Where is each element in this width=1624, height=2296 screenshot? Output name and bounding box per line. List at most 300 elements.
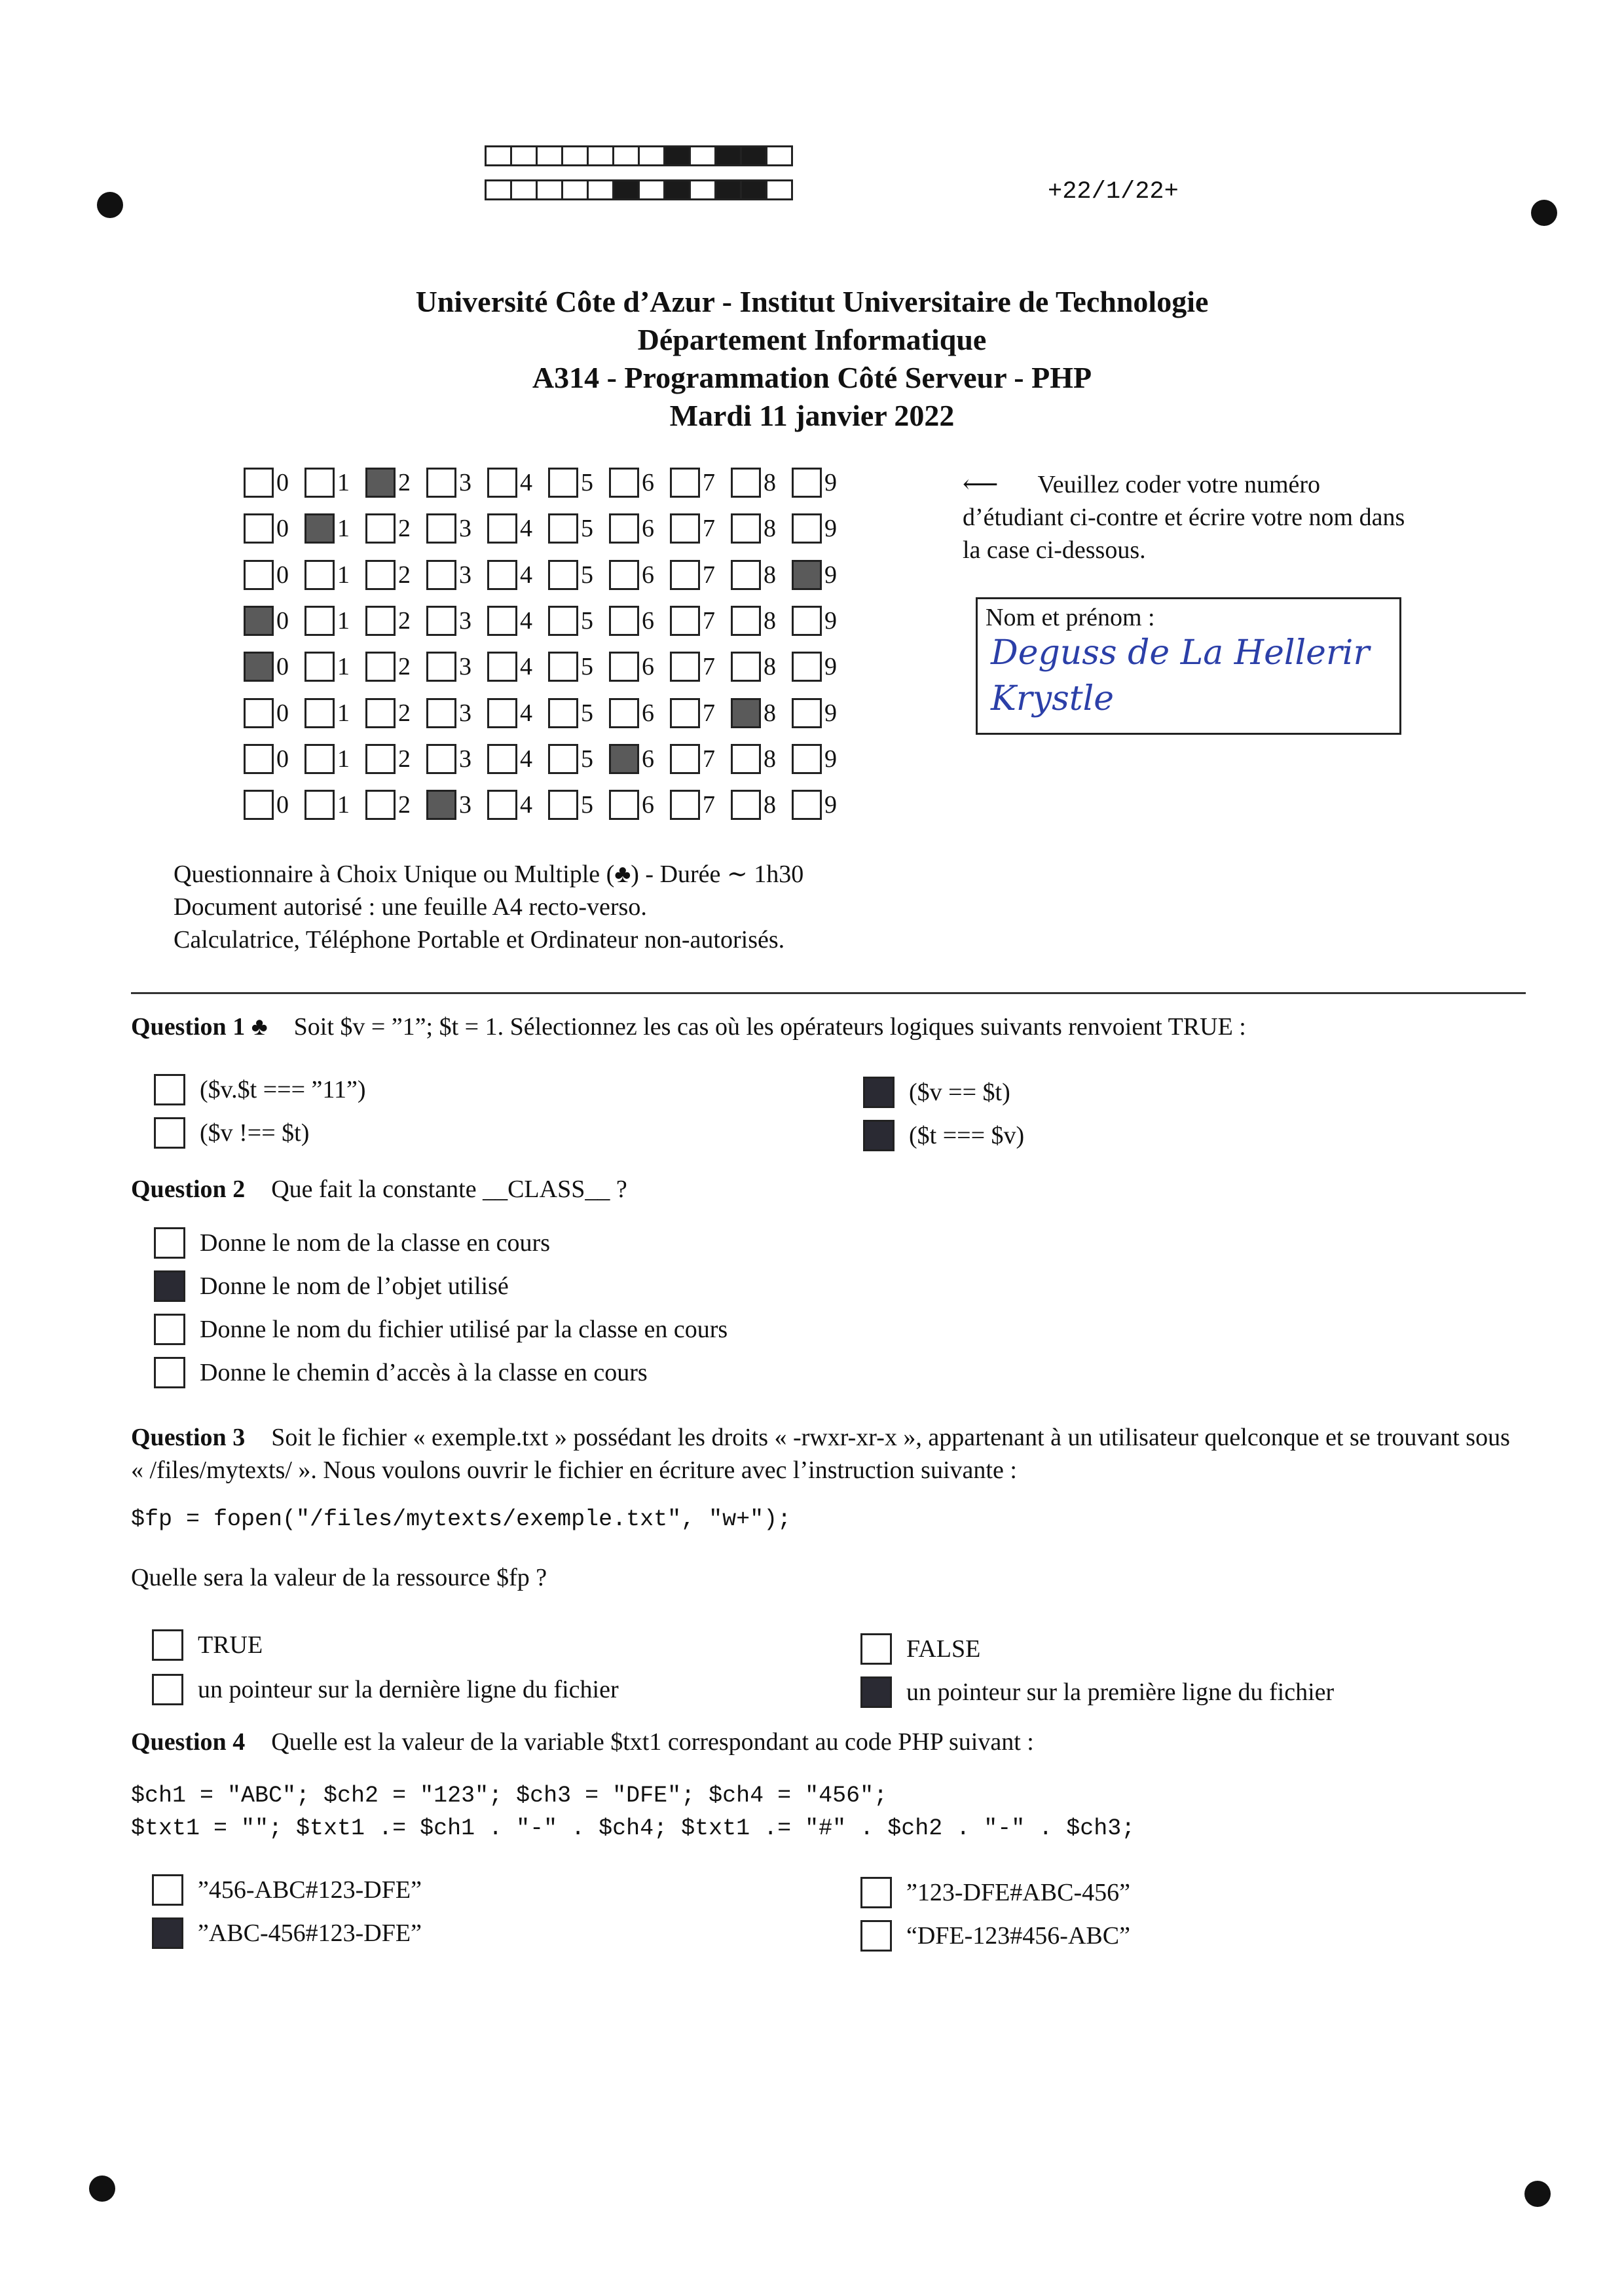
digit-checkbox[interactable]	[426, 606, 456, 636]
digit-option[interactable]	[609, 698, 670, 728]
digit-option[interactable]	[487, 606, 548, 636]
barcode-cell	[766, 179, 793, 200]
digit-option[interactable]	[426, 790, 487, 820]
digit-option[interactable]	[609, 513, 670, 544]
digit-option[interactable]	[487, 652, 548, 682]
exam-date: Mardi 11 janvier 2022	[669, 399, 955, 432]
digit-label: 3	[459, 653, 471, 681]
checkbox[interactable]	[154, 1357, 185, 1388]
option-label: Donne le chemin d’accès à la classe en cours	[200, 1359, 648, 1386]
digit-checkbox[interactable]	[304, 790, 335, 820]
student-number-row	[244, 555, 853, 595]
digit-checkbox[interactable]	[731, 744, 761, 774]
barcode-cell	[536, 145, 563, 166]
option[interactable]	[152, 1674, 619, 1705]
digit-label: 7	[703, 745, 715, 773]
digit-option[interactable]	[731, 606, 792, 636]
digit-checkbox[interactable]	[792, 606, 822, 636]
digit-option[interactable]	[731, 790, 792, 820]
digit-checkbox[interactable]	[731, 513, 761, 544]
digit-option[interactable]	[548, 652, 609, 682]
barcode-cell	[510, 145, 538, 166]
digit-checkbox[interactable]	[670, 560, 700, 590]
page-code: +22/1/22+	[1048, 178, 1179, 206]
digit-checkbox[interactable]	[304, 513, 335, 544]
digit-option[interactable]	[304, 606, 365, 636]
digit-checkbox[interactable]	[548, 652, 578, 682]
barcode-cell	[689, 179, 716, 200]
digit-option[interactable]	[487, 744, 548, 774]
digit-option[interactable]	[487, 790, 548, 820]
option-label: Donne le nom du fichier utilisé par la classe en cours	[200, 1316, 728, 1343]
digit-option[interactable]	[548, 744, 609, 774]
digit-label: 1	[337, 515, 350, 543]
digit-label: 9	[824, 653, 837, 681]
digit-checkbox[interactable]	[426, 560, 456, 590]
digit-option[interactable]	[792, 468, 853, 498]
digit-checkbox[interactable]	[792, 560, 822, 590]
digit-checkbox[interactable]	[792, 790, 822, 820]
digit-checkbox[interactable]	[792, 468, 822, 498]
digit-checkbox[interactable]	[487, 698, 517, 728]
digit-option[interactable]	[426, 560, 487, 590]
digit-checkbox[interactable]	[365, 606, 396, 636]
digit-label: 2	[398, 515, 411, 543]
barcode-cell	[740, 179, 767, 200]
digit-checkbox[interactable]	[365, 790, 396, 820]
code-line-2: $txt1 = ""; $txt1 .= $ch1 . "-" . $ch4; $txt1 .= "#" . $ch2 . "-" . $ch3;	[131, 1815, 1135, 1842]
digit-label: 9	[824, 791, 837, 819]
digit-checkbox[interactable]	[670, 790, 700, 820]
digit-checkbox[interactable]	[548, 698, 578, 728]
digit-label: 5	[581, 745, 593, 773]
barcode-cell	[561, 179, 589, 200]
option[interactable]	[154, 1117, 309, 1149]
digit-checkbox[interactable]	[487, 606, 517, 636]
digit-checkbox[interactable]	[670, 652, 700, 682]
option[interactable]	[863, 1077, 1010, 1108]
digit-label: 3	[459, 699, 471, 727]
digit-label: 4	[520, 653, 532, 681]
digit-checkbox[interactable]	[426, 790, 456, 820]
barcode-cell	[740, 145, 767, 166]
digit-checkbox[interactable]	[304, 698, 335, 728]
digit-checkbox[interactable]	[548, 790, 578, 820]
digit-checkbox[interactable]	[609, 513, 639, 544]
digit-checkbox[interactable]	[244, 652, 274, 682]
digit-checkbox[interactable]	[792, 744, 822, 774]
digit-option[interactable]	[548, 698, 609, 728]
digit-checkbox[interactable]	[609, 468, 639, 498]
digit-label: 3	[459, 606, 471, 635]
digit-label: 2	[398, 561, 411, 589]
digit-label: 8	[764, 469, 776, 496]
barcode-cell	[638, 179, 665, 200]
digit-option[interactable]	[304, 468, 365, 498]
digit-option[interactable]	[304, 513, 365, 544]
digit-option[interactable]	[609, 468, 670, 498]
question-1	[131, 1010, 1246, 1044]
option[interactable]	[152, 1917, 422, 1949]
digit-checkbox[interactable]	[548, 513, 578, 544]
barcode-cell	[714, 145, 742, 166]
checkbox[interactable]	[860, 1920, 892, 1952]
digit-option[interactable]	[548, 790, 609, 820]
digit-checkbox[interactable]	[731, 468, 761, 498]
digit-option[interactable]	[304, 790, 365, 820]
digit-option[interactable]	[244, 652, 304, 682]
question-text: Soit le fichier « exemple.txt » possédant les droits « -rwxr-xr-x », appartenant à un utilisateur quelconque et se trouvant sous « /files/mytexts/ ». Nous voulons ouvrir le fichier en écriture avec l’instruction suivante :	[131, 1424, 1510, 1484]
digit-checkbox[interactable]	[670, 744, 700, 774]
barcode-cell	[638, 145, 665, 166]
digit-option[interactable]	[244, 790, 304, 820]
digit-checkbox[interactable]	[244, 606, 274, 636]
option[interactable]	[154, 1074, 366, 1105]
digit-label: 3	[459, 791, 471, 819]
digit-label: 5	[581, 791, 593, 819]
digit-checkbox[interactable]	[426, 468, 456, 498]
digit-checkbox[interactable]	[426, 698, 456, 728]
digit-option[interactable]	[244, 560, 304, 590]
option-label: Donne le nom de l’objet utilisé	[200, 1272, 509, 1300]
digit-label: 9	[824, 561, 837, 589]
exam-intro	[174, 858, 803, 956]
digit-label: 6	[642, 745, 654, 773]
digit-checkbox[interactable]	[731, 698, 761, 728]
checkbox[interactable]	[152, 1874, 183, 1906]
digit-option[interactable]	[304, 744, 365, 774]
digit-checkbox[interactable]	[670, 698, 700, 728]
digit-checkbox[interactable]	[304, 606, 335, 636]
digit-label: 4	[520, 745, 532, 773]
digit-label: 4	[520, 791, 532, 819]
exam-header	[0, 283, 1624, 435]
digit-option[interactable]	[365, 744, 426, 774]
option-label: ”456-ABC#123-DFE”	[198, 1876, 422, 1904]
digit-checkbox[interactable]	[365, 468, 396, 498]
digit-checkbox[interactable]	[244, 468, 274, 498]
digit-checkbox[interactable]	[244, 744, 274, 774]
digit-checkbox[interactable]	[487, 790, 517, 820]
name-box[interactable]	[976, 597, 1401, 735]
option[interactable]	[863, 1120, 1024, 1151]
digit-option[interactable]	[609, 744, 670, 774]
name-label: Nom et prénom :	[986, 604, 1155, 631]
digit-checkbox[interactable]	[609, 652, 639, 682]
digit-label: 1	[337, 469, 350, 496]
digit-checkbox[interactable]	[731, 652, 761, 682]
digit-label: 3	[459, 561, 471, 589]
barcode-cell	[536, 179, 563, 200]
digit-checkbox[interactable]	[792, 513, 822, 544]
digit-option[interactable]	[244, 744, 304, 774]
option[interactable]	[860, 1633, 980, 1665]
digit-checkbox[interactable]	[609, 560, 639, 590]
student-number-row	[244, 509, 853, 548]
digit-option[interactable]	[792, 652, 853, 682]
digit-option[interactable]	[792, 744, 853, 774]
digit-label: 6	[642, 606, 654, 635]
digit-checkbox[interactable]	[426, 744, 456, 774]
digit-label: 5	[581, 653, 593, 681]
instructions-text: Veuillez coder votre numéro d’étudiant ci-contre et écrire votre nom dans la case ci-dessous.	[963, 471, 1405, 564]
checkbox[interactable]	[154, 1314, 185, 1345]
barcode-cell	[485, 179, 512, 200]
digit-option[interactable]	[487, 560, 548, 590]
digit-option[interactable]	[670, 468, 731, 498]
digit-option[interactable]	[609, 652, 670, 682]
digit-option[interactable]	[304, 652, 365, 682]
barcode-cell	[612, 145, 640, 166]
checkbox[interactable]	[860, 1877, 892, 1908]
digit-checkbox[interactable]	[244, 513, 274, 544]
digit-label: 0	[276, 699, 289, 727]
checkbox[interactable]	[863, 1120, 895, 1151]
digit-option[interactable]	[426, 513, 487, 544]
checkbox[interactable]	[154, 1074, 185, 1105]
digit-option[interactable]	[792, 606, 853, 636]
digit-option[interactable]	[609, 606, 670, 636]
digit-option[interactable]	[670, 652, 731, 682]
digit-checkbox[interactable]	[731, 560, 761, 590]
checkbox[interactable]	[152, 1629, 183, 1661]
digit-option[interactable]	[548, 468, 609, 498]
digit-option[interactable]	[365, 468, 426, 498]
digit-option[interactable]	[365, 513, 426, 544]
student-number-row	[244, 463, 853, 502]
option[interactable]	[152, 1629, 263, 1661]
option[interactable]	[154, 1314, 728, 1345]
code-snippet: $fp = fopen("/files/mytexts/exemple.txt", "w+");	[131, 1506, 792, 1532]
digit-checkbox[interactable]	[244, 698, 274, 728]
digit-label: 7	[703, 561, 715, 589]
digit-label: 0	[276, 561, 289, 589]
digit-label: 9	[824, 699, 837, 727]
checkbox[interactable]	[154, 1270, 185, 1302]
digit-label: 8	[764, 791, 776, 819]
student-number-row	[244, 647, 853, 686]
digit-option[interactable]	[487, 698, 548, 728]
checkbox[interactable]	[860, 1633, 892, 1665]
digit-checkbox[interactable]	[731, 790, 761, 820]
digit-option[interactable]	[365, 652, 426, 682]
barcode-cell	[766, 145, 793, 166]
separator-line	[131, 992, 1526, 994]
digit-checkbox[interactable]	[792, 652, 822, 682]
digit-option[interactable]	[670, 513, 731, 544]
digit-checkbox[interactable]	[609, 744, 639, 774]
course-title: A314 - Programmation Côté Serveur - PHP	[532, 361, 1092, 394]
barcode-cell	[663, 179, 691, 200]
digit-checkbox[interactable]	[365, 652, 396, 682]
student-number-row	[244, 694, 853, 733]
digit-option[interactable]	[426, 652, 487, 682]
handwritten-name-line2: Krystle	[991, 679, 1115, 718]
digit-checkbox[interactable]	[426, 652, 456, 682]
student-number-row	[244, 601, 853, 640]
digit-option[interactable]	[487, 468, 548, 498]
option[interactable]	[154, 1270, 509, 1302]
intro-line-2: Document autorisé : une feuille A4 recto-verso.	[174, 893, 647, 921]
registration-mark-bottom-left	[89, 2176, 115, 2202]
digit-label: 6	[642, 699, 654, 727]
checkbox[interactable]	[154, 1227, 185, 1259]
digit-option[interactable]	[731, 560, 792, 590]
option-label: FALSE	[906, 1635, 981, 1663]
digit-option[interactable]	[487, 513, 548, 544]
digit-checkbox[interactable]	[304, 744, 335, 774]
digit-option[interactable]	[670, 744, 731, 774]
digit-label: 0	[276, 791, 289, 819]
option[interactable]	[860, 1877, 1130, 1908]
question-number: Question 4	[131, 1728, 246, 1756]
intro-line-3: Calculatrice, Téléphone Portable et Ordinateur non-autorisés.	[174, 926, 785, 954]
intro-line-1: Questionnaire à Choix Unique ou Multiple (♣) - Durée ∼ 1h30	[174, 861, 804, 888]
digit-label: 8	[764, 606, 776, 635]
digit-option[interactable]	[731, 744, 792, 774]
barcode-cell	[663, 145, 691, 166]
digit-checkbox[interactable]	[365, 744, 396, 774]
digit-label: 4	[520, 561, 532, 589]
digit-checkbox[interactable]	[670, 468, 700, 498]
digit-label: 8	[764, 561, 776, 589]
digit-label: 8	[764, 653, 776, 681]
option[interactable]	[860, 1676, 1334, 1708]
digit-checkbox[interactable]	[244, 560, 274, 590]
digit-checkbox[interactable]	[304, 560, 335, 590]
registration-mark-bottom-right	[1524, 2181, 1551, 2207]
digit-option[interactable]	[548, 560, 609, 590]
checkbox[interactable]	[860, 1676, 892, 1708]
digit-option[interactable]	[244, 468, 304, 498]
digit-option[interactable]	[731, 468, 792, 498]
digit-option[interactable]	[548, 606, 609, 636]
digit-checkbox[interactable]	[731, 606, 761, 636]
digit-label: 1	[337, 745, 350, 773]
digit-option[interactable]	[792, 790, 853, 820]
digit-option[interactable]	[731, 652, 792, 682]
digit-checkbox[interactable]	[548, 744, 578, 774]
digit-checkbox[interactable]	[487, 652, 517, 682]
digit-label: 2	[398, 653, 411, 681]
digit-option[interactable]	[548, 513, 609, 544]
checkbox[interactable]	[154, 1117, 185, 1149]
digit-option[interactable]	[365, 606, 426, 636]
digit-checkbox[interactable]	[670, 606, 700, 636]
digit-checkbox[interactable]	[365, 513, 396, 544]
digit-checkbox[interactable]	[548, 606, 578, 636]
digit-option[interactable]	[426, 606, 487, 636]
digit-option[interactable]	[670, 560, 731, 590]
option-label: un pointeur sur la dernière ligne du fichier	[198, 1676, 619, 1703]
checkbox[interactable]	[152, 1917, 183, 1949]
digit-option[interactable]	[609, 790, 670, 820]
option[interactable]	[154, 1227, 550, 1259]
digit-option[interactable]	[670, 790, 731, 820]
digit-checkbox[interactable]	[365, 698, 396, 728]
student-number-row	[244, 739, 853, 779]
barcode-cell	[587, 145, 614, 166]
question-number: Question 3	[131, 1424, 246, 1451]
option[interactable]	[860, 1920, 1130, 1952]
digit-option[interactable]	[244, 606, 304, 636]
digit-option[interactable]	[609, 560, 670, 590]
digit-option[interactable]	[365, 790, 426, 820]
digit-checkbox[interactable]	[548, 560, 578, 590]
digit-option[interactable]	[365, 560, 426, 590]
digit-label: 3	[459, 515, 471, 543]
option-label: ”123-DFE#ABC-456”	[906, 1879, 1130, 1906]
digit-option[interactable]	[731, 698, 792, 728]
digit-option[interactable]	[792, 513, 853, 544]
instructions	[963, 468, 1421, 566]
digit-option[interactable]	[670, 698, 731, 728]
option[interactable]	[154, 1357, 648, 1388]
barcode-cell	[510, 179, 538, 200]
digit-option[interactable]	[304, 698, 365, 728]
digit-checkbox[interactable]	[244, 790, 274, 820]
option-label: ($t === $v)	[909, 1122, 1025, 1149]
digit-checkbox[interactable]	[609, 606, 639, 636]
digit-checkbox[interactable]	[609, 790, 639, 820]
checkbox[interactable]	[863, 1077, 895, 1108]
digit-label: 7	[703, 515, 715, 543]
digit-checkbox[interactable]	[609, 698, 639, 728]
digit-label: 0	[276, 469, 289, 496]
digit-option[interactable]	[670, 606, 731, 636]
question-3	[131, 1421, 1526, 1487]
digit-checkbox[interactable]	[548, 468, 578, 498]
digit-label: 5	[581, 469, 593, 496]
digit-label: 2	[398, 745, 411, 773]
digit-option[interactable]	[244, 513, 304, 544]
digit-checkbox[interactable]	[487, 560, 517, 590]
digit-checkbox[interactable]	[487, 744, 517, 774]
digit-checkbox[interactable]	[487, 513, 517, 544]
digit-label: 8	[764, 745, 776, 773]
digit-option[interactable]	[426, 698, 487, 728]
digit-label: 0	[276, 606, 289, 635]
digit-checkbox[interactable]	[304, 652, 335, 682]
digit-option[interactable]	[304, 560, 365, 590]
digit-label: 4	[520, 469, 532, 496]
department-title: Département Informatique	[637, 323, 987, 356]
digit-option[interactable]	[792, 560, 853, 590]
digit-checkbox[interactable]	[487, 468, 517, 498]
digit-option[interactable]	[731, 513, 792, 544]
digit-option[interactable]	[365, 698, 426, 728]
digit-option[interactable]	[426, 744, 487, 774]
option[interactable]	[152, 1874, 422, 1906]
checkbox[interactable]	[152, 1674, 183, 1705]
digit-checkbox[interactable]	[365, 560, 396, 590]
option-label: ($v == $t)	[909, 1079, 1010, 1106]
digit-checkbox[interactable]	[792, 698, 822, 728]
digit-checkbox[interactable]	[670, 513, 700, 544]
digit-label: 5	[581, 515, 593, 543]
digit-label: 7	[703, 606, 715, 635]
option-label: Donne le nom de la classe en cours	[200, 1229, 550, 1257]
digit-checkbox[interactable]	[304, 468, 335, 498]
barcode-cell	[485, 145, 512, 166]
digit-option[interactable]	[426, 468, 487, 498]
digit-option[interactable]	[792, 698, 853, 728]
digit-label: 6	[642, 791, 654, 819]
digit-option[interactable]	[244, 698, 304, 728]
option-label: ($v.$t === ”11”)	[200, 1076, 366, 1103]
option-label: ($v !== $t)	[200, 1119, 310, 1147]
digit-checkbox[interactable]	[426, 513, 456, 544]
